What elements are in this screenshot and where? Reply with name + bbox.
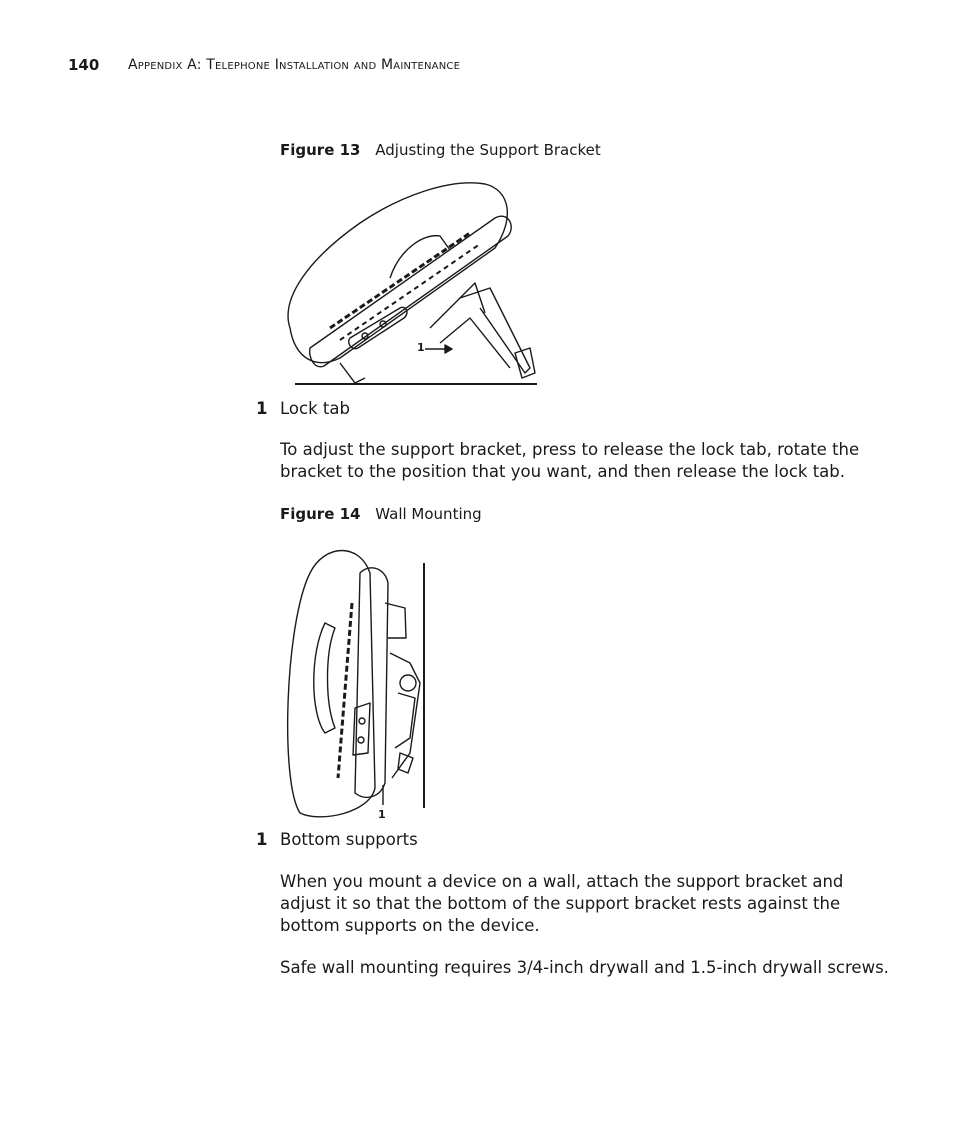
body-paragraph-drywall: Safe wall mounting requires 3/4-inch drywall and 1.5-inch drywall screws. [280, 958, 889, 977]
callout-number: 1 [256, 830, 268, 849]
page-number: 140 [68, 56, 100, 74]
body-paragraph-support-bracket: To adjust the support bracket, press to release the lock tab, rotate the bracket to the position that you want, and then release the lock tab. [280, 440, 860, 481]
figure-14-caption [280, 505, 482, 523]
callout-number: 1 [256, 399, 268, 418]
figure-13-caption [280, 141, 601, 159]
figure-13-callout-marker: 1 [417, 341, 425, 354]
running-header-title: Appendix A: Telephone Installation and Maintenance [128, 57, 461, 73]
figure-13-title: Adjusting the Support Bracket [375, 141, 601, 159]
callout-label: Lock tab [280, 399, 350, 418]
figure-13-illustration [280, 178, 550, 393]
body-paragraph-wall-mount: When you mount a device on a wall, attach the support bracket and adjust it so that the bottom of the support bracket rests against the bottom supports on the device. [280, 872, 844, 935]
figure-14-callout-marker: 1 [378, 808, 386, 821]
figure-14-title: Wall Mounting [375, 505, 482, 523]
figure-14-illustration [280, 543, 440, 828]
callout-label: Bottom supports [280, 830, 418, 849]
figure-14-label: Figure 14 [280, 505, 361, 523]
figure-13-label: Figure 13 [280, 141, 361, 159]
